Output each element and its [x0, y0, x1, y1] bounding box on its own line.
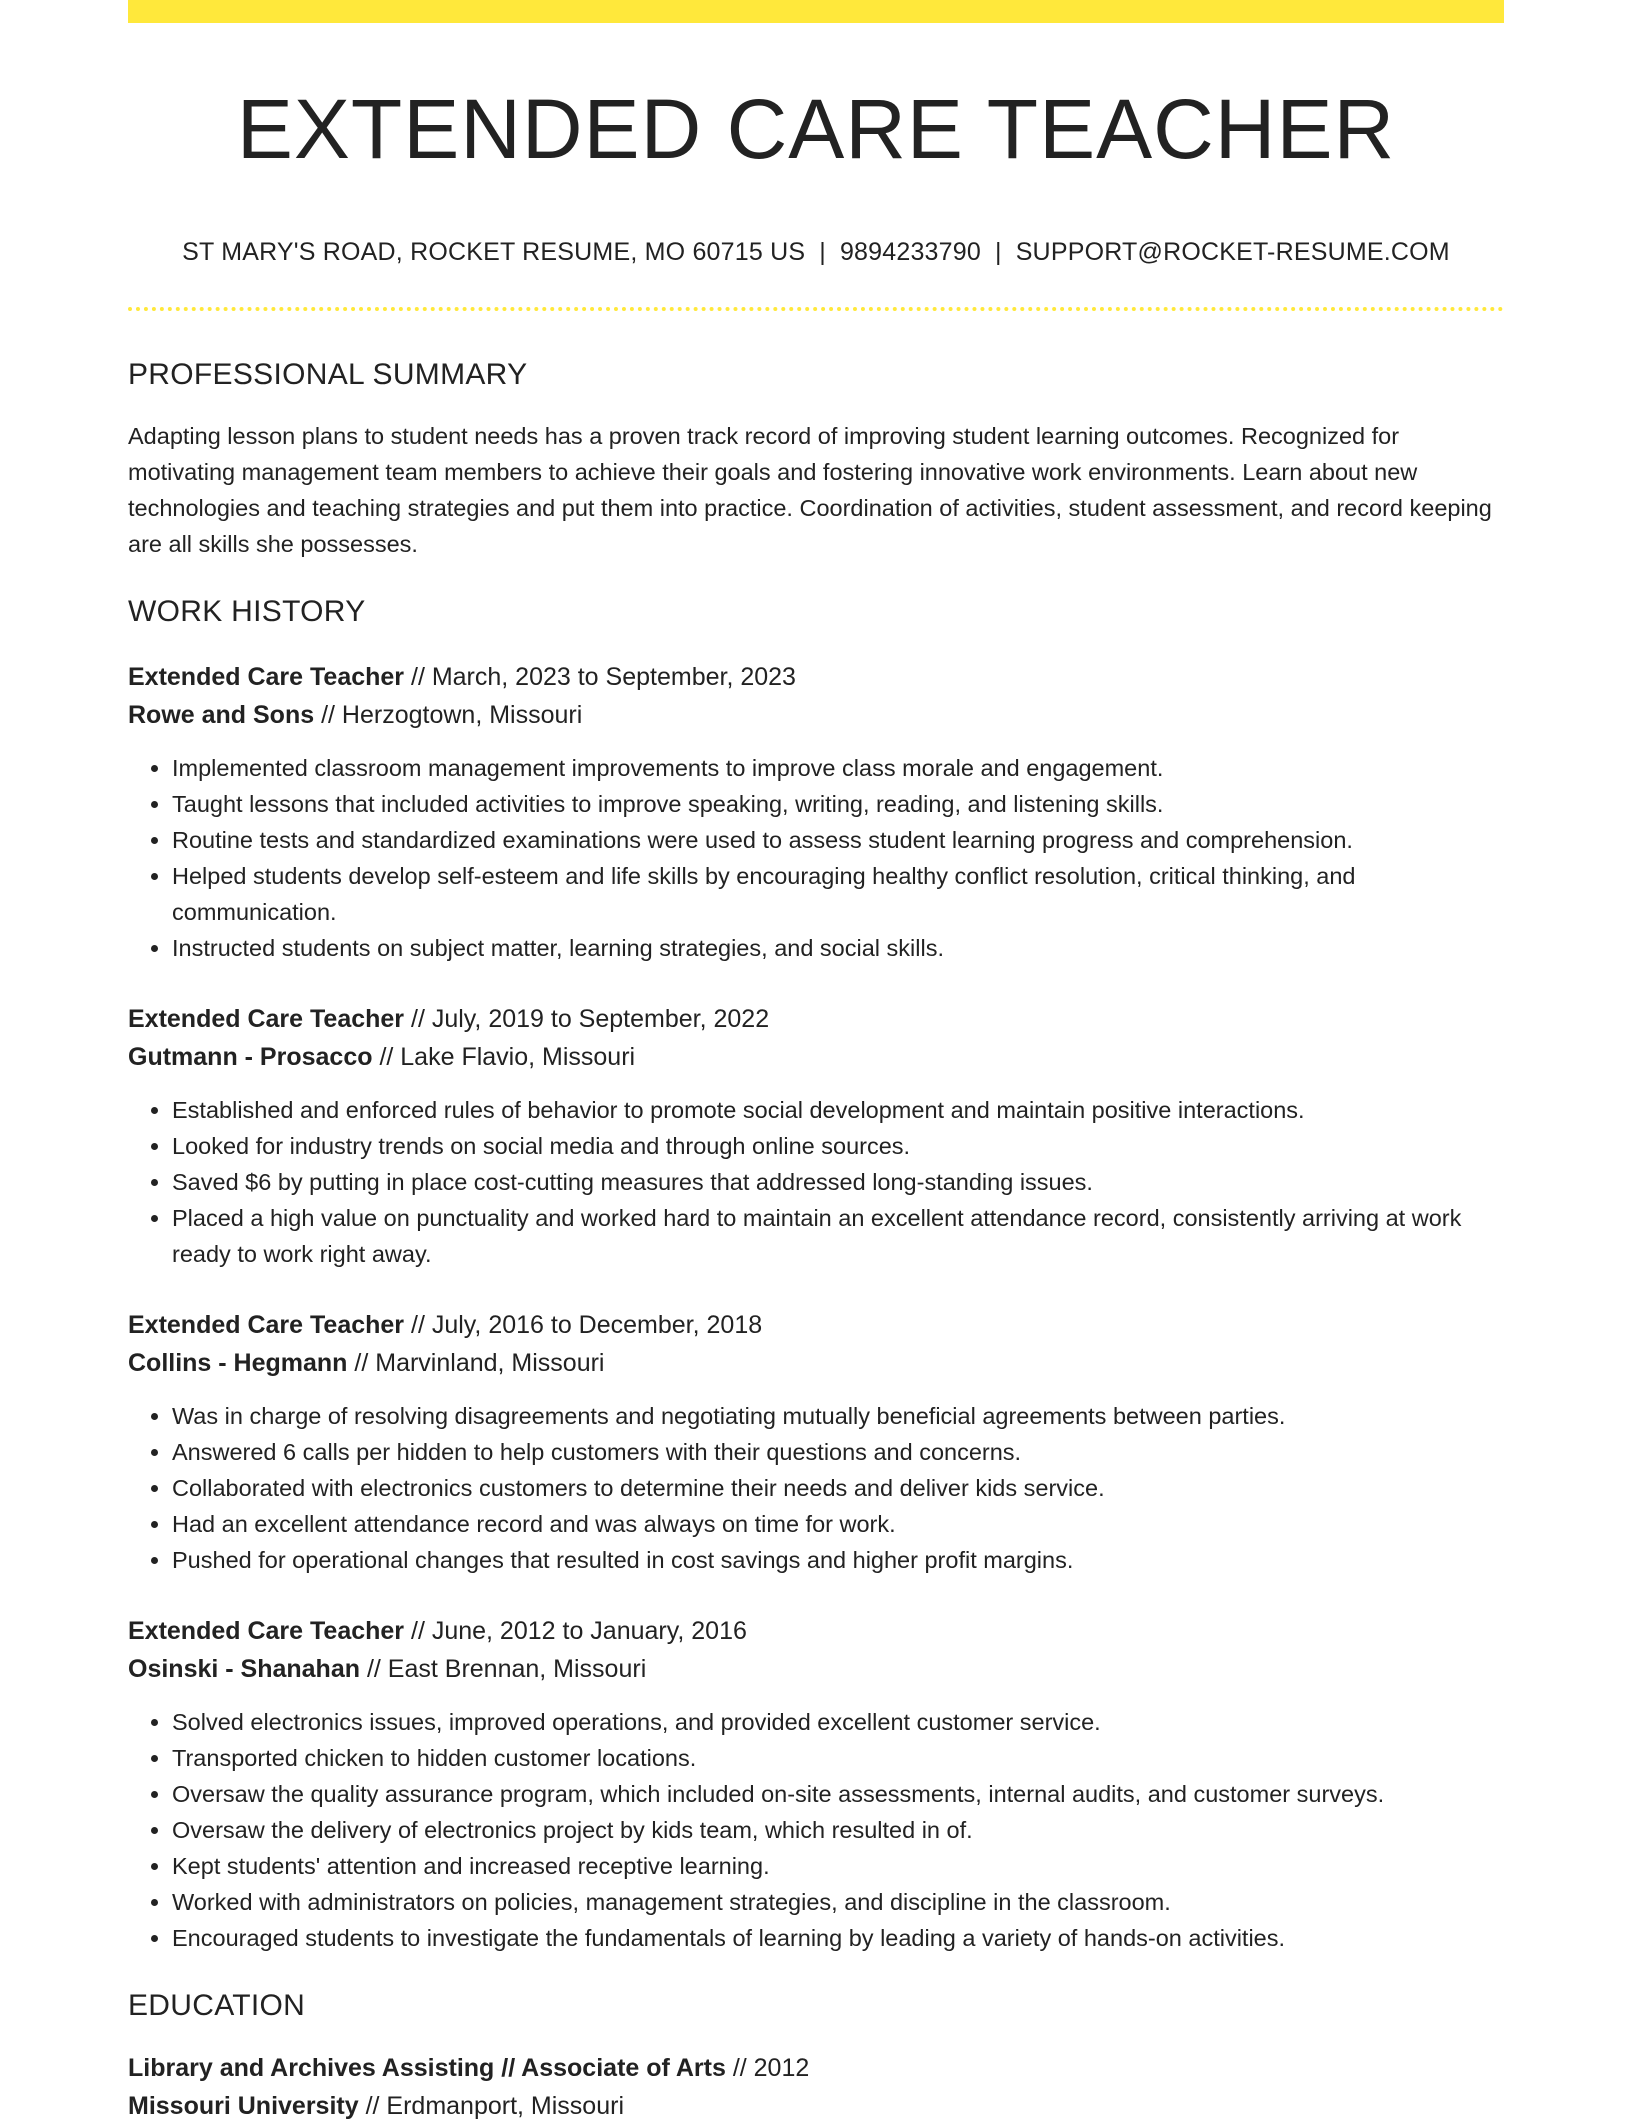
list-item: • Helped students develop self-esteem and life skills by encouraging healthy conflict resolution, critical thinking, and communication.	[172, 858, 1504, 930]
contact-separator: |	[994, 238, 1002, 267]
job-role: Extended Care Teacher	[128, 1311, 405, 1340]
job-entry	[128, 1000, 1504, 1272]
job-dates: // March, 2023 to September, 2023	[404, 663, 796, 692]
job-dates: // June, 2012 to January, 2016	[404, 1617, 747, 1646]
list-item: • Instructed students on subject matter, learning strategies, and social skills.	[172, 930, 1504, 966]
job-company: Rowe and Sons	[128, 701, 315, 730]
dotted-divider	[128, 307, 1504, 311]
list-item: • Collaborated with electronics customers to determine their needs and deliver kids service.	[172, 1470, 1504, 1506]
job-title-line	[128, 658, 1504, 696]
education-degree: Library and Archives Assisting // Associate of Arts	[128, 2054, 726, 2083]
list-item: • Placed a high value on punctuality and worked hard to maintain an excellent attendance record, consistently arriving at work ready to work right away.	[172, 1200, 1504, 1272]
list-item: • Oversaw the delivery of electronics project by kids team, which resulted in of.	[172, 1812, 1504, 1848]
list-item: • Was in charge of resolving disagreements and negotiating mutually beneficial agreements between parties.	[172, 1398, 1504, 1434]
education-school: Missouri University	[128, 2092, 359, 2121]
job-role: Extended Care Teacher	[128, 1617, 405, 1646]
education-year: // 2012	[725, 2054, 810, 2083]
job-bullets	[128, 1092, 1504, 1272]
job-company: Collins - Hegmann	[128, 1349, 348, 1378]
job-location: // Herzogtown, Missouri	[314, 701, 583, 730]
job-bullets	[128, 1704, 1504, 1956]
job-role: Extended Care Teacher	[128, 1005, 405, 1034]
list-item: • Solved electronics issues, improved operations, and provided excellent customer service.	[172, 1704, 1504, 1740]
job-dates: // July, 2016 to December, 2018	[404, 1311, 763, 1340]
job-location: // East Brennan, Missouri	[360, 1655, 647, 1684]
job-role: Extended Care Teacher	[128, 663, 405, 692]
list-item: • Implemented classroom management improvements to improve class morale and engagement.	[172, 750, 1504, 786]
list-item: • Had an excellent attendance record and was always on time for work.	[172, 1506, 1504, 1542]
top-accent-bar	[128, 0, 1504, 23]
job-bullets	[128, 750, 1504, 966]
list-item: • Looked for industry trends on social media and through online sources.	[172, 1128, 1504, 1164]
summary-text: Adapting lesson plans to student needs has a proven track record of improving student learning outcomes. Recognized for motivating management team members to achieve their goals and fostering innovative work environments. Learn about new technologies and teaching strategies and put them into practice. Coordination of activities, student assessment, and record keeping are all skills she possesses.	[128, 423, 1492, 558]
contact-line	[128, 237, 1504, 267]
job-company: Osinski - Shanahan	[128, 1655, 361, 1684]
list-item: • Encouraged students to investigate the fundamentals of learning by leading a variety of hands-on activities.	[172, 1920, 1504, 1956]
list-item: • Oversaw the quality assurance program, which included on-site assessments, internal audits, and customer surveys.	[172, 1776, 1504, 1812]
job-entry	[128, 1612, 1504, 1956]
phone-number: 9894233790	[839, 238, 981, 267]
email-address: SUPPORT@ROCKET-RESUME.COM	[1015, 238, 1450, 267]
list-item: • Answered 6 calls per hidden to help customers with their questions and concerns.	[172, 1434, 1504, 1470]
job-bullets	[128, 1398, 1504, 1578]
page-title: EXTENDED CARE TEACHER	[236, 82, 1396, 176]
job-company-line	[128, 1344, 1504, 1382]
education-entry	[128, 2049, 1504, 2125]
work-history-list	[128, 658, 1504, 1956]
job-company-line	[128, 696, 1504, 734]
list-item: • Pushed for operational changes that resulted in cost savings and higher profit margins.	[172, 1542, 1504, 1578]
job-title-line	[128, 1306, 1504, 1344]
education-heading: EDUCATION	[128, 1989, 306, 2023]
list-item: • Worked with administrators on policies, management strategies, and discipline in the classroom.	[172, 1884, 1504, 1920]
list-item: • Taught lessons that included activities to improve speaking, writing, reading, and listening skills.	[172, 786, 1504, 822]
education-school-line	[128, 2087, 1504, 2125]
list-item: • Established and enforced rules of behavior to promote social development and maintain positive interactions.	[172, 1092, 1504, 1128]
education-location: // Erdmanport, Missouri	[358, 2092, 624, 2121]
job-company-line	[128, 1038, 1504, 1076]
list-item: • Transported chicken to hidden customer locations.	[172, 1740, 1504, 1776]
job-entry	[128, 1306, 1504, 1578]
job-company-line	[128, 1650, 1504, 1688]
job-company: Gutmann - Prosacco	[128, 1043, 373, 1072]
job-title-line	[128, 1000, 1504, 1038]
address: ST MARY'S ROAD, ROCKET RESUME, MO 60715 US	[182, 238, 806, 267]
contact-separator: |	[819, 238, 826, 267]
job-dates: // July, 2019 to September, 2022	[404, 1005, 770, 1034]
list-item: • Kept students' attention and increased receptive learning.	[172, 1848, 1504, 1884]
work-history-heading: WORK HISTORY	[128, 595, 366, 629]
job-location: // Lake Flavio, Missouri	[372, 1043, 636, 1072]
list-item: • Routine tests and standardized examinations were used to assess student learning progress and comprehension.	[172, 822, 1504, 858]
job-title-line	[128, 1612, 1504, 1650]
summary-heading: PROFESSIONAL SUMMARY	[128, 358, 528, 392]
job-location: // Marvinland, Missouri	[347, 1349, 605, 1378]
job-entry	[128, 658, 1504, 966]
list-item: • Saved $6 by putting in place cost-cutting measures that addressed long-standing issues.	[172, 1164, 1504, 1200]
education-degree-line	[128, 2049, 1504, 2087]
resume-page	[128, 0, 1504, 2125]
